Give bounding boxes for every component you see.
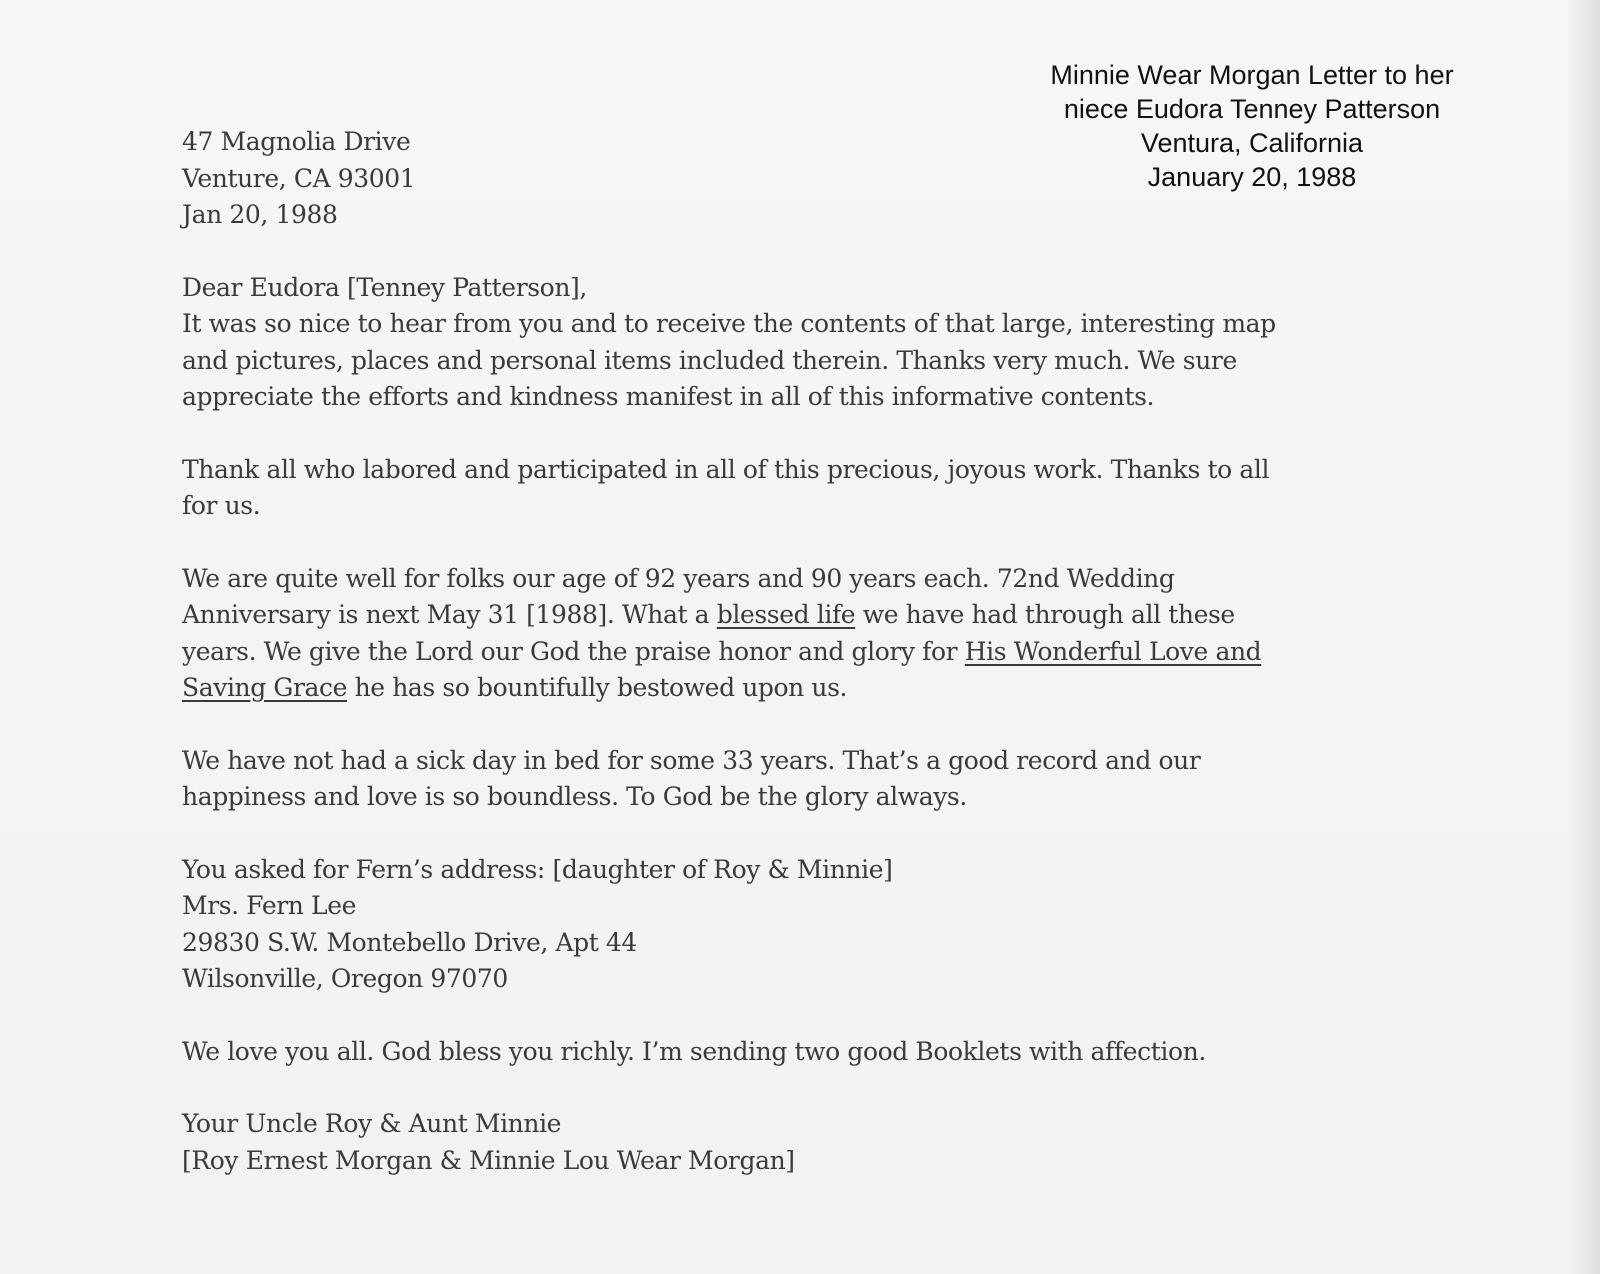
address-request: You asked for Fern’s address: [daughter of Roy & Minnie] xyxy=(182,854,893,884)
para3-line2 xyxy=(182,597,1422,634)
para6-line1: We love you all. God bless you richly. I’m sending two good Booklets with affection. xyxy=(182,1036,1206,1066)
caption-line-4: January 20, 1988 xyxy=(1147,162,1357,192)
para3-line3 xyxy=(182,634,1422,671)
para1-line2: and pictures, places and personal items included therein. Thanks very much. We sure xyxy=(182,345,1237,375)
para3-line3-a: years. We give the Lord our God the praise honor and glory for xyxy=(182,636,965,666)
para3-line4-b: he has so bountifully bestowed upon us. xyxy=(347,673,848,702)
greeting: Dear Eudora [Tenney Patterson], xyxy=(182,272,587,302)
underlined-phrase-wonderful-love: His Wonderful Love and xyxy=(964,636,1262,666)
para3-line2-b: we have had through all these xyxy=(855,600,1235,629)
closing-line2: [Roy Ernest Morgan & Minnie Lou Wear Morgan] xyxy=(182,1145,795,1175)
caption-line-3: Ventura, California xyxy=(1140,128,1364,158)
para1-line1: It was so nice to hear from you and to receive the contents of that large, interesting map xyxy=(182,309,1276,338)
address-city-fern: Wilsonville, Oregon 97070 xyxy=(182,964,508,993)
underlined-phrase-blessed-life: blessed life xyxy=(716,600,856,629)
para3-line4 xyxy=(182,670,1422,707)
para4-line1: We have not had a sick day in bed for some 33 years. That’s a good record and our xyxy=(182,745,1201,775)
para3-line1: We are quite well for folks our age of 92 years and 90 years each. 72nd Wedding xyxy=(182,563,1175,593)
para3-line2-a: Anniversary is next May 31 [1988]. What a xyxy=(182,600,717,629)
letter-date: Jan 20, 1988 xyxy=(182,200,338,229)
para2-line2: for us. xyxy=(182,491,261,520)
caption-line-1: Minnie Wear Morgan Letter to her xyxy=(1050,60,1454,90)
address-city: Venture, CA 93001 xyxy=(182,163,416,193)
letter-body xyxy=(182,124,1422,1179)
address-street: 47 Magnolia Drive xyxy=(182,127,411,156)
closing-line1: Your Uncle Roy & Aunt Minnie xyxy=(182,1109,562,1138)
para4-line2: happiness and love is so boundless. To God be the glory always. xyxy=(182,782,967,811)
para1-line3: appreciate the efforts and kindness manifest in all of this informative contents. xyxy=(182,382,1155,411)
page-edge-shadow xyxy=(1568,0,1600,1274)
address-name: Mrs. Fern Lee xyxy=(182,891,357,920)
para2-line1: Thank all who labored and participated in all of this precious, joyous work. Thanks to all xyxy=(182,454,1270,484)
caption-line-2: niece Eudora Tenney Patterson xyxy=(1063,94,1441,124)
address-street-fern: 29830 S.W. Montebello Drive, Apt 44 xyxy=(182,927,637,957)
underlined-phrase-saving-grace: Saving Grace xyxy=(182,673,348,702)
